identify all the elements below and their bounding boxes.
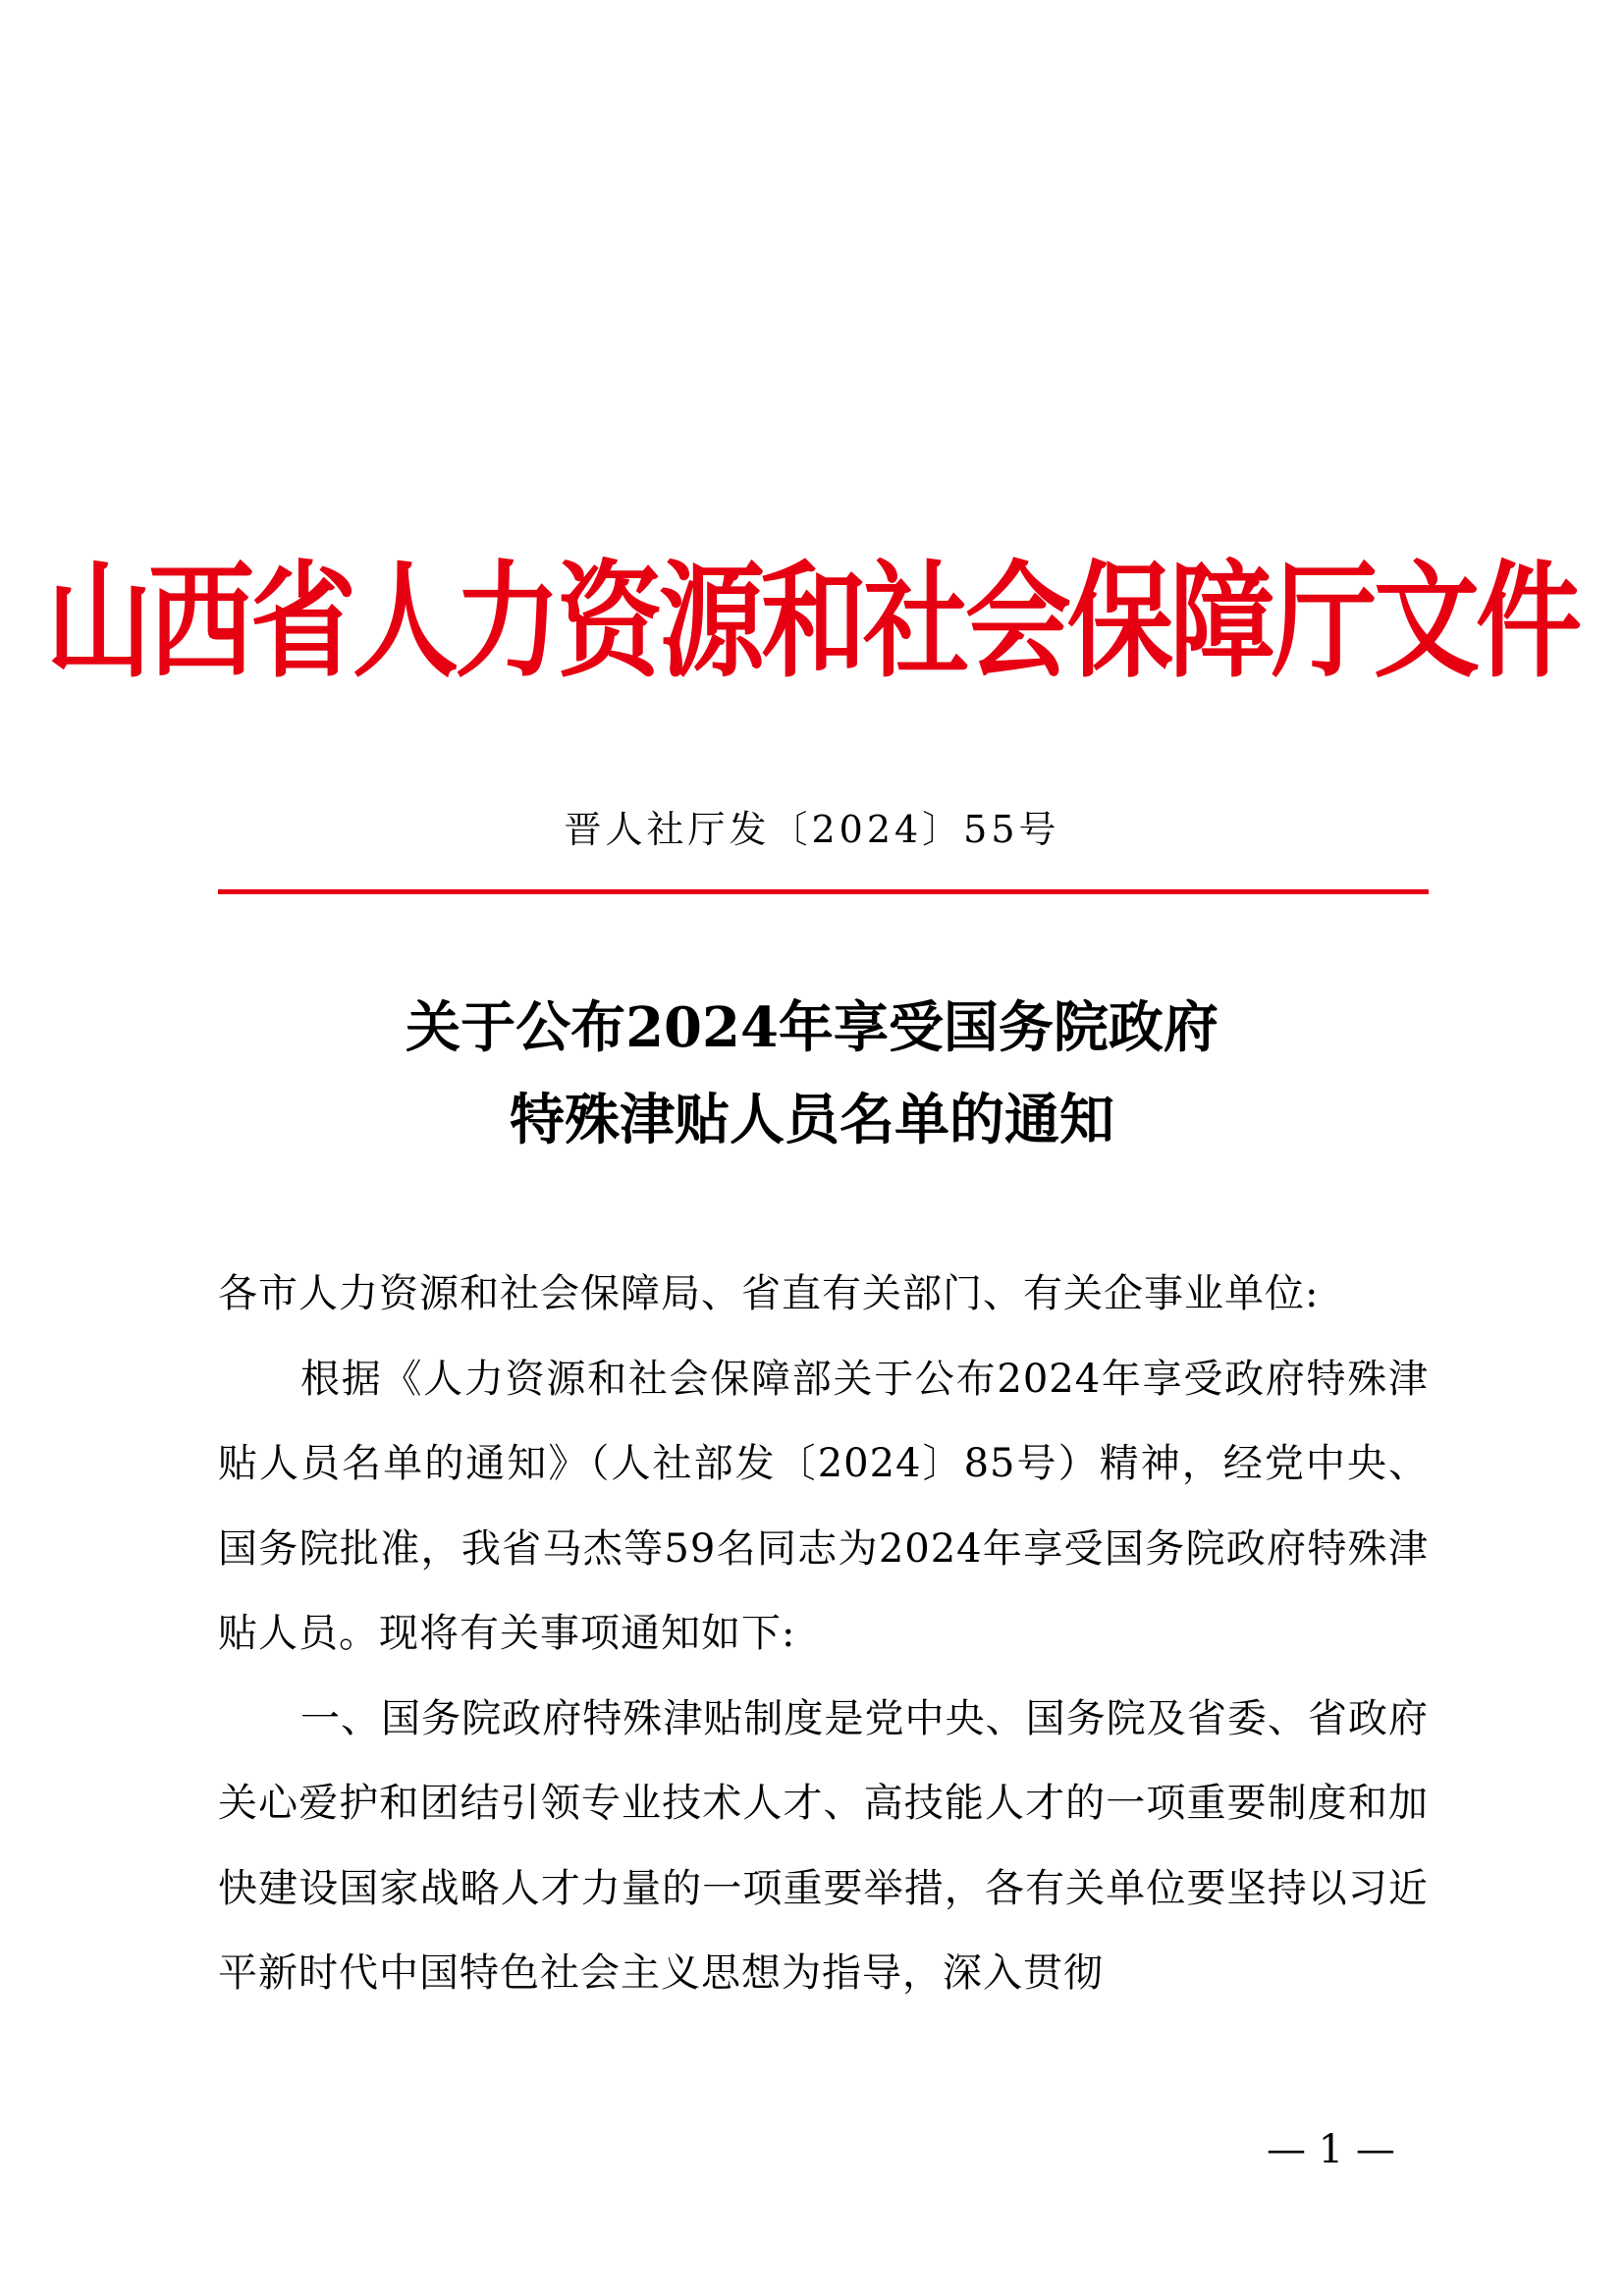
document-body xyxy=(218,1252,1429,2016)
document-number: 晋人社厅发〔2024〕55号 xyxy=(564,808,1060,851)
issuer-letterhead-title: 山西省人力资源和社会保障厅文件 xyxy=(45,549,1578,695)
document-title-line-1: 关于公布2024年享受国务院政府 xyxy=(406,995,1218,1060)
page-number: — 1 — xyxy=(1267,2127,1395,2172)
salutation: 各市人力资源和社会保障局、省直有关部门、有关企事业单位: xyxy=(218,1271,1320,1316)
document-title-line-2: 特殊津贴人员名单的通知 xyxy=(510,1088,1114,1152)
red-separator-line xyxy=(218,889,1429,894)
document-title xyxy=(0,982,1624,1166)
body-paragraph-2: 一、国务院政府特殊津贴制度是党中央、国务院及省委、省政府关心爱护和团结引领专业技术人才、高技能人才的一项重要制度和加快建设国家战略人才力量的一项重要举措，各有关单位要坚持以习近平新时代中国特色社会主义思想为指导，深入贯彻 xyxy=(218,1695,1429,1996)
body-paragraph-1: 根据《人力资源和社会保障部关于公布2024年享受政府特殊津贴人员名单的通知》（人社部发〔2024〕85号）精神，经党中央、国务院批准，我省马杰等59名同志为2024年享受国务院政府特殊津贴人员。现将有关事项通知如下: xyxy=(218,1356,1429,1656)
